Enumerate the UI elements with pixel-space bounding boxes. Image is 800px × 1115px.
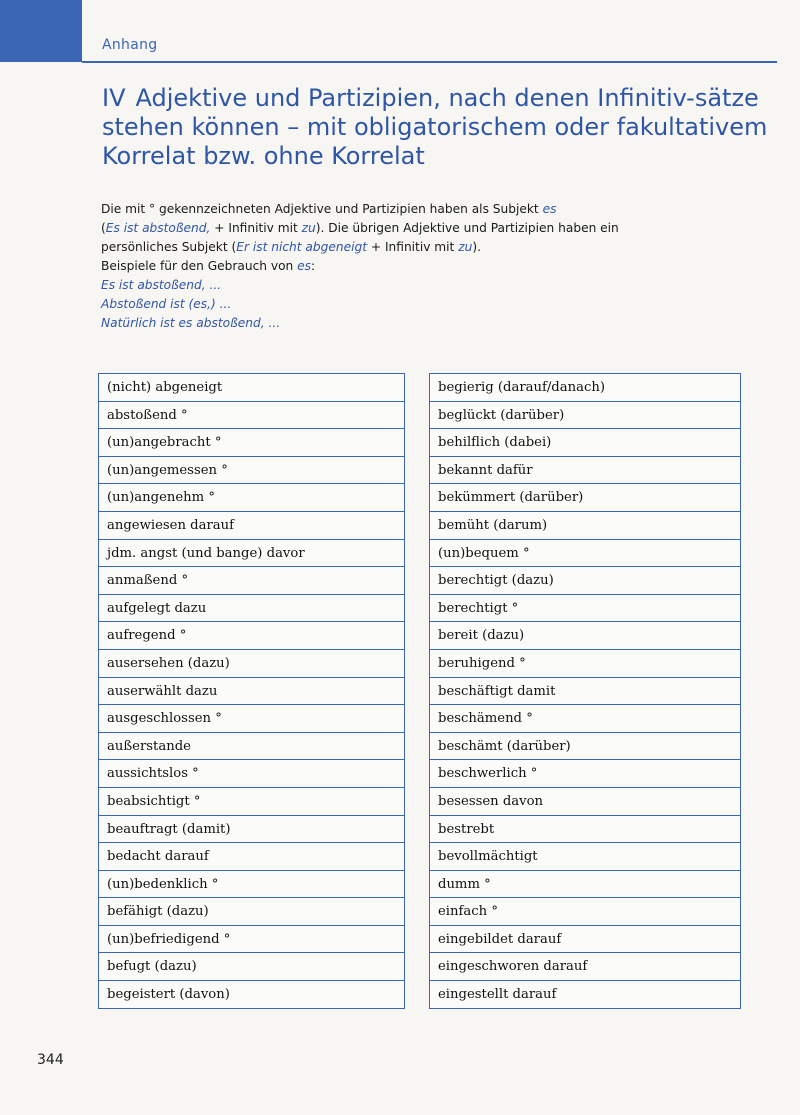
table-cell: jdm. angst (und bange) davor	[98, 540, 405, 568]
intro-text-run: Die mit ° gekennzeichneten Adjektive und Partizipien haben als Subjekt	[101, 202, 543, 216]
table-cell: aufgelegt dazu	[98, 595, 405, 623]
chapter-title: Adjektive und Partizipien, nach denen Infinitiv-sätze stehen können – mit obligatorischem oder fakultativem Korrelat bzw. ohne Korrelat	[102, 84, 768, 170]
intro-example-es: es	[542, 202, 557, 216]
table-cell: (un)angenehm °	[98, 484, 405, 512]
table-cell: (un)angebracht °	[98, 429, 405, 457]
table-cell: beschämt (darüber)	[429, 733, 741, 761]
intro-example-1: Es ist abstoßend,	[105, 221, 211, 235]
word-table-left	[98, 373, 405, 1009]
intro-paragraph	[101, 200, 621, 257]
chapter-heading	[102, 84, 782, 171]
table-cell: bekannt dafür	[429, 457, 741, 485]
intro-example-es: es	[297, 259, 312, 273]
table-cell: begierig (darauf/danach)	[429, 374, 741, 402]
example-line: Natürlich ist es abstoßend, ...	[101, 316, 281, 330]
table-cell: (un)befriedigend °	[98, 926, 405, 954]
table-cell: besessen davon	[429, 788, 741, 816]
table-cell: berechtigt (dazu)	[429, 567, 741, 595]
intro-text-run: + Infinitiv mit	[366, 240, 459, 254]
table-cell: beschämend °	[429, 705, 741, 733]
corner-color-block	[0, 0, 82, 62]
table-cell: (un)bequem °	[429, 540, 741, 568]
section-label: Anhang	[102, 37, 158, 53]
table-cell: dumm °	[429, 871, 741, 899]
table-cell: außerstande	[98, 733, 405, 761]
table-cell: bemüht (darum)	[429, 512, 741, 540]
table-cell: beruhigend °	[429, 650, 741, 678]
table-cell: (un)bedenklich °	[98, 871, 405, 899]
intro-example-zu: zu	[458, 240, 473, 254]
table-cell: befähigt (dazu)	[98, 898, 405, 926]
table-cell: (un)angemessen °	[98, 457, 405, 485]
intro-example-zu: zu	[301, 221, 316, 235]
table-cell: eingeschworen darauf	[429, 953, 741, 981]
table-cell: beglückt (darüber)	[429, 402, 741, 430]
table-cell: aussichtslos °	[98, 760, 405, 788]
examples-heading	[101, 257, 621, 276]
table-cell: berechtigt °	[429, 595, 741, 623]
intro-text-run: ).	[472, 240, 481, 254]
table-cell: bestrebt	[429, 816, 741, 844]
table-cell: beschäftigt damit	[429, 678, 741, 706]
example-line: Es ist abstoßend, ...	[101, 278, 222, 292]
table-cell: aufregend °	[98, 622, 405, 650]
chapter-number: IV	[102, 84, 126, 112]
table-cell: bedacht darauf	[98, 843, 405, 871]
table-cell: (nicht) abgeneigt	[98, 374, 405, 402]
intro-text-run: (	[101, 221, 106, 235]
table-cell: befugt (dazu)	[98, 953, 405, 981]
table-cell: anmaßend °	[98, 567, 405, 595]
table-cell: abstoßend °	[98, 402, 405, 430]
intro-text-run: ). Die übrigen Adjektive und Partizipien haben ein persönliches Subjekt (	[101, 221, 619, 254]
table-cell: beauftragt (damit)	[98, 816, 405, 844]
table-cell: bevollmächtigt	[429, 843, 741, 871]
table-cell: eingebildet darauf	[429, 926, 741, 954]
table-cell: einfach °	[429, 898, 741, 926]
table-cell: auserwählt dazu	[98, 678, 405, 706]
table-cell: beschwerlich °	[429, 760, 741, 788]
word-table-right	[429, 373, 741, 1009]
example-line: Abstoßend ist (es,) ...	[101, 297, 232, 311]
table-cell: behilflich (dabei)	[429, 429, 741, 457]
table-cell: bereit (dazu)	[429, 622, 741, 650]
table-cell: angewiesen darauf	[98, 512, 405, 540]
intro-text-run: + Infinitiv mit	[210, 221, 302, 235]
intro-text-run: :	[311, 259, 316, 273]
page-number: 344	[37, 1052, 64, 1068]
intro-example-2: Er ist nicht abgeneigt	[236, 240, 367, 254]
intro-text	[101, 200, 621, 333]
intro-text-run: Beispiele für den Gebrauch von	[101, 259, 298, 273]
table-cell: eingestellt darauf	[429, 981, 741, 1009]
table-cell: beabsichtigt °	[98, 788, 405, 816]
header-rule	[82, 61, 777, 63]
table-cell: begeistert (davon)	[98, 981, 405, 1009]
table-cell: bekümmert (darüber)	[429, 484, 741, 512]
table-cell: ausgeschlossen °	[98, 705, 405, 733]
table-cell: ausersehen (dazu)	[98, 650, 405, 678]
